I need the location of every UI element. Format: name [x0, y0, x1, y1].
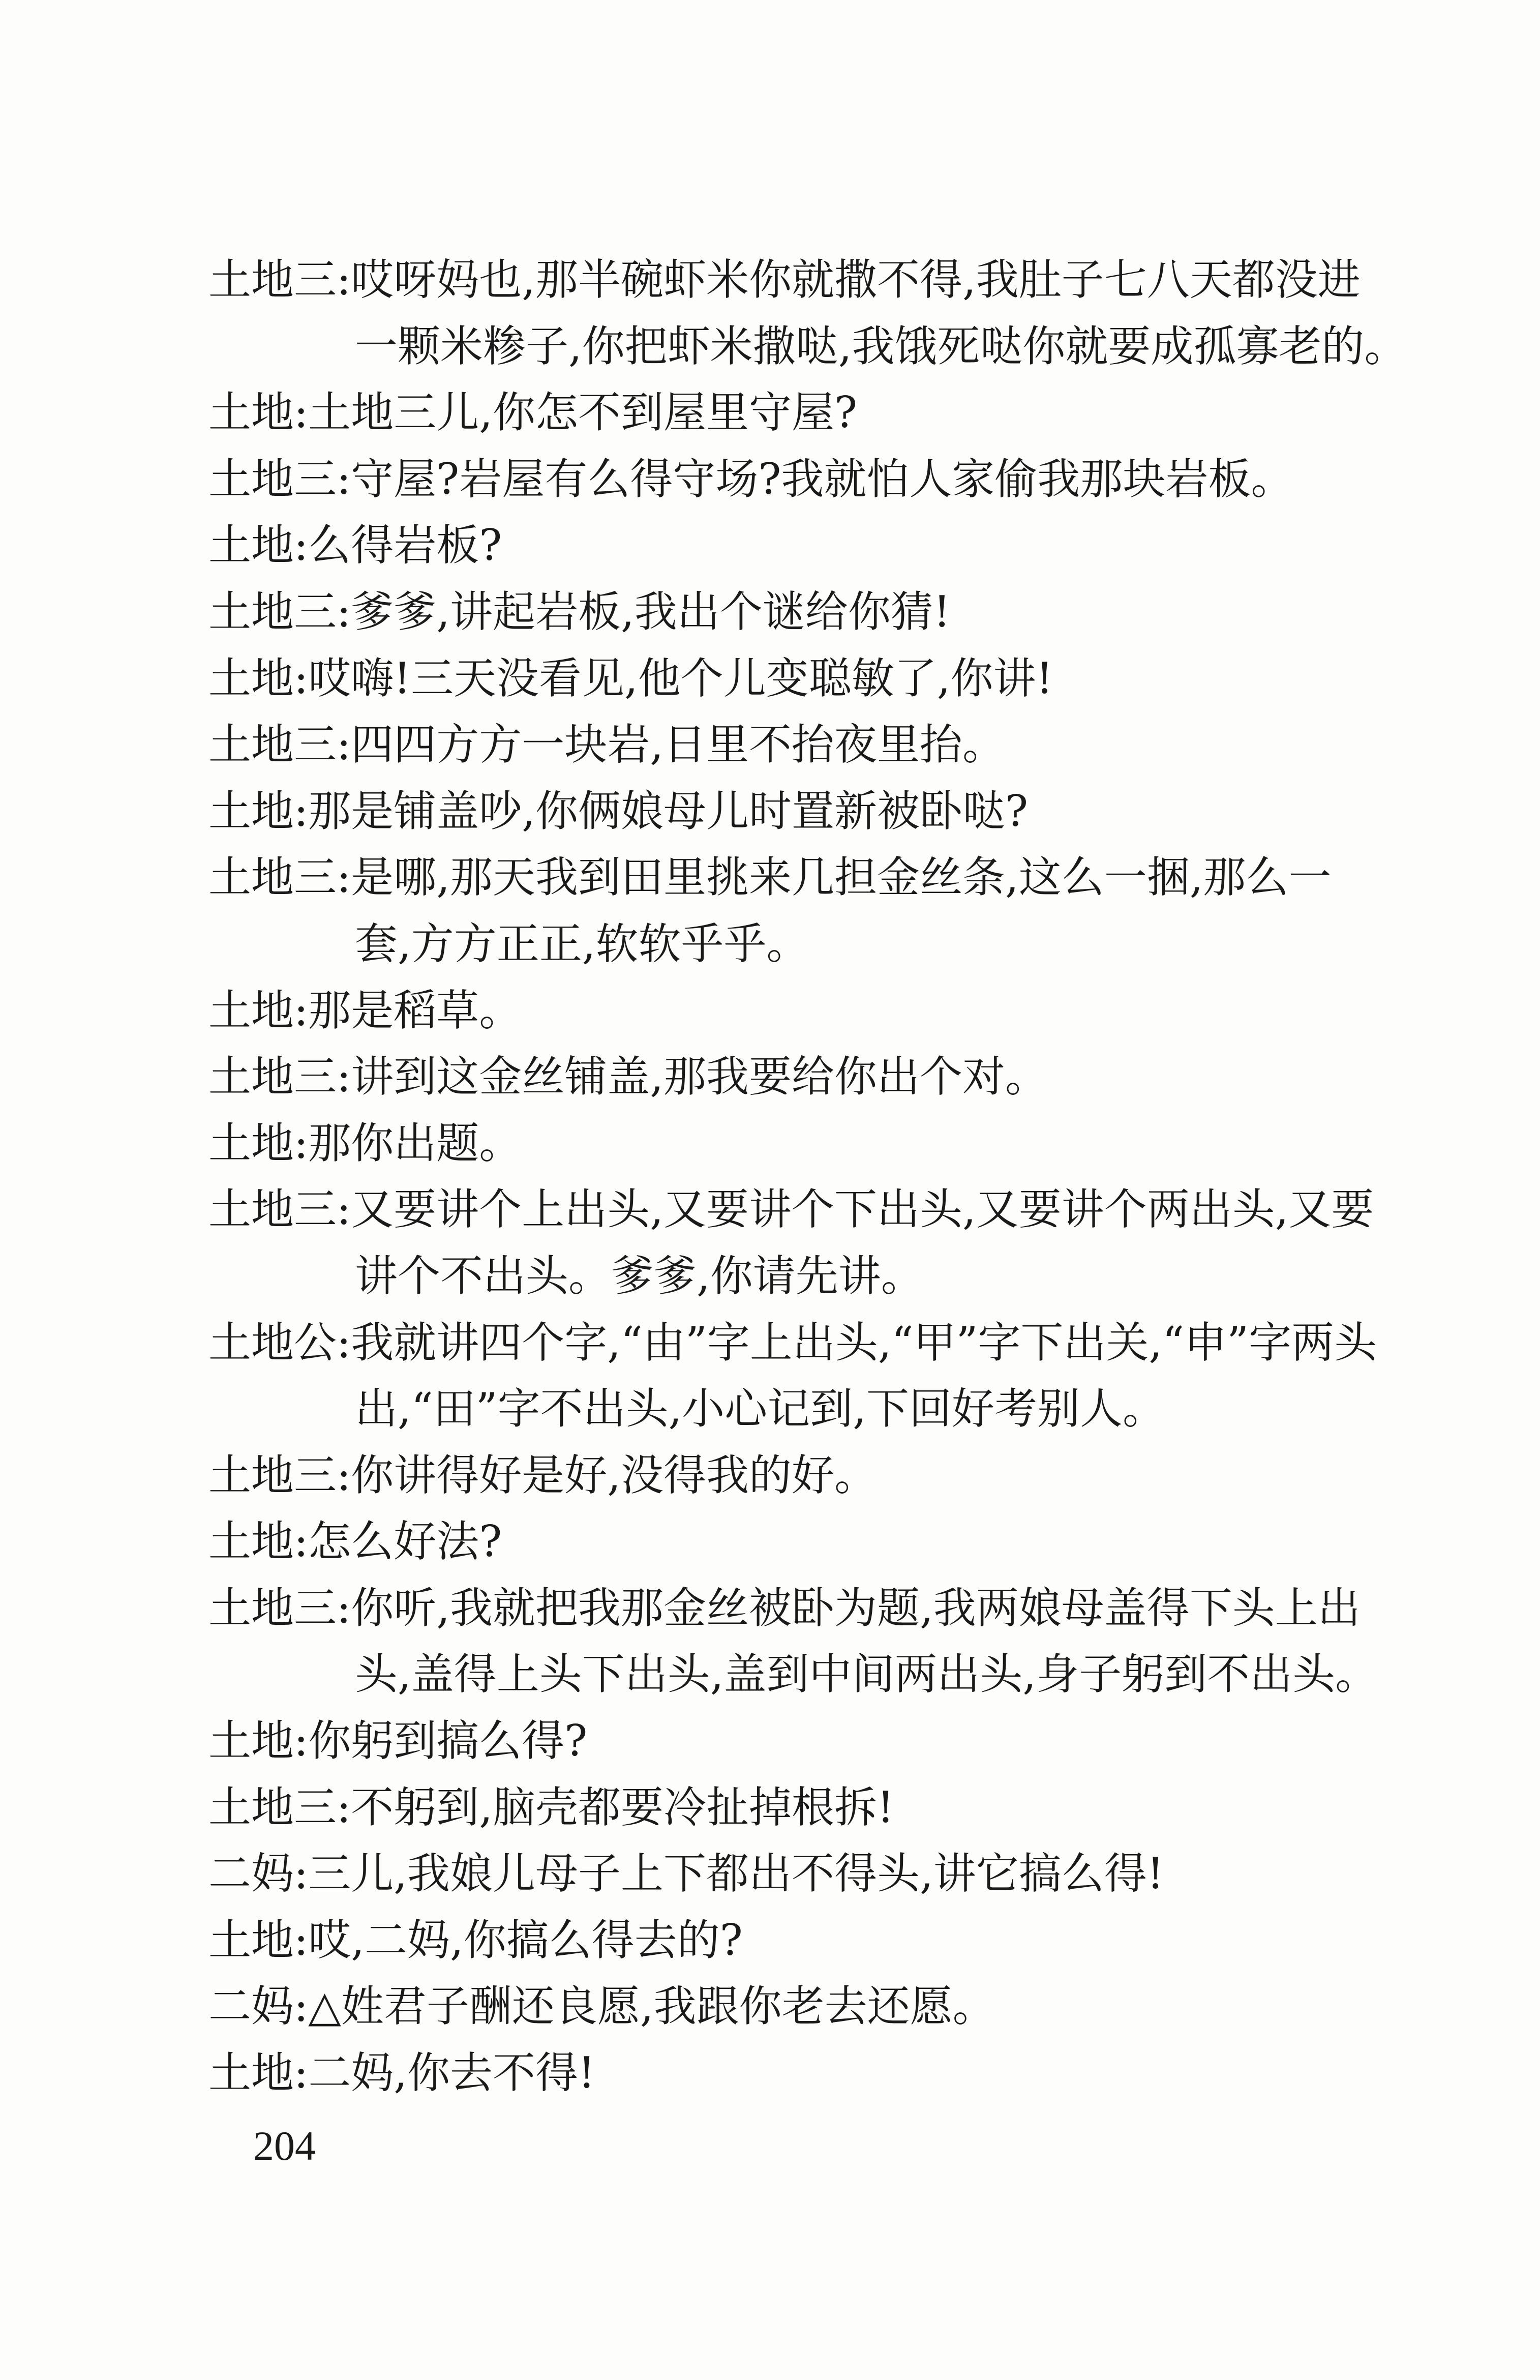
dialogue-line: 土地:你躬到搞么得? — [208, 1716, 588, 1766]
dialogue-text — [208, 247, 1407, 2106]
page-number: 204 — [253, 2123, 316, 2169]
dialogue-continuation-line: 讲个不出头。爹爹,你请先讲。 — [355, 1251, 924, 1301]
dialogue-line: 土地:那是铺盖吵,你俩娘母儿时置新被卧哒? — [208, 786, 1029, 836]
dialogue-line: 土地三:是哪,那天我到田里挑来几担金丝条,这么一捆,那么一 — [208, 852, 1332, 903]
dialogue-continuation-line: 套,方方正正,软软乎乎。 — [355, 918, 809, 969]
dialogue-line: 土地:那是稻草。 — [208, 985, 522, 1035]
dialogue-line: 土地:怎么好法? — [208, 1516, 502, 1567]
dialogue-line: 土地三:你听,我就把我那金丝被卧为题,我两娘母盖得下头上出 — [208, 1583, 1361, 1633]
dialogue-line: 二妈:△姓君子酬还良愿,我跟你老去还愿。 — [208, 1981, 995, 2032]
dialogue-continuation-line: 一颗米糁子,你把虾米撒哒,我饿死哒你就要成孤寡老的。 — [355, 321, 1407, 371]
dialogue-line: 土地三:讲到这金丝铺盖,那我要给你出个对。 — [208, 1052, 1048, 1102]
dialogue-line: 土地公:我就讲四个字,“由”字上出头,“甲”字下出关,“申”字两头 — [208, 1317, 1377, 1367]
dialogue-line: 土地三:四四方方一块岩,日里不抬夜里抬。 — [208, 720, 1006, 770]
dialogue-line: 土地:二妈,你去不得! — [208, 2048, 595, 2098]
dialogue-line: 土地:么得岩板? — [208, 520, 502, 571]
dialogue-continuation-line: 出,“田”字不出头,小心记到,下回好考别人。 — [355, 1384, 1165, 1434]
dialogue-line: 土地:土地三儿,你怎不到屋里守屋? — [208, 388, 858, 438]
dialogue-line: 土地:哎嗨!三天没看见,他个儿变聪敏了,你讲! — [208, 653, 1053, 703]
dialogue-continuation-line: 头,盖得上头下出头,盖到中间两出头,身子躬到不出头。 — [355, 1649, 1378, 1700]
dialogue-line: 土地三:哎呀妈也,那半碗虾米你就撒不得,我肚子七八天都没进 — [208, 255, 1361, 305]
dialogue-line: 土地三:守屋?岩屋有么得守场?我就怕人家偷我那块岩板。 — [208, 454, 1294, 504]
dialogue-line: 土地三:又要讲个上出头,又要讲个下出头,又要讲个两出头,又要 — [208, 1184, 1374, 1235]
dialogue-line: 土地:那你出题。 — [208, 1118, 522, 1168]
dialogue-line: 土地三:你讲得好是好,没得我的好。 — [208, 1450, 878, 1500]
dialogue-line: 二妈:三儿,我娘儿母子上下都出不得头,讲它搞么得! — [208, 1849, 1164, 1899]
dialogue-line: 土地三:爹爹,讲起岩板,我出个谜给你猜! — [208, 586, 951, 637]
dialogue-line: 土地三:不躬到,脑壳都要冷扯掉根拆! — [208, 1782, 894, 1832]
dialogue-line: 土地:哎,二妈,你搞么得去的? — [208, 1915, 743, 1965]
